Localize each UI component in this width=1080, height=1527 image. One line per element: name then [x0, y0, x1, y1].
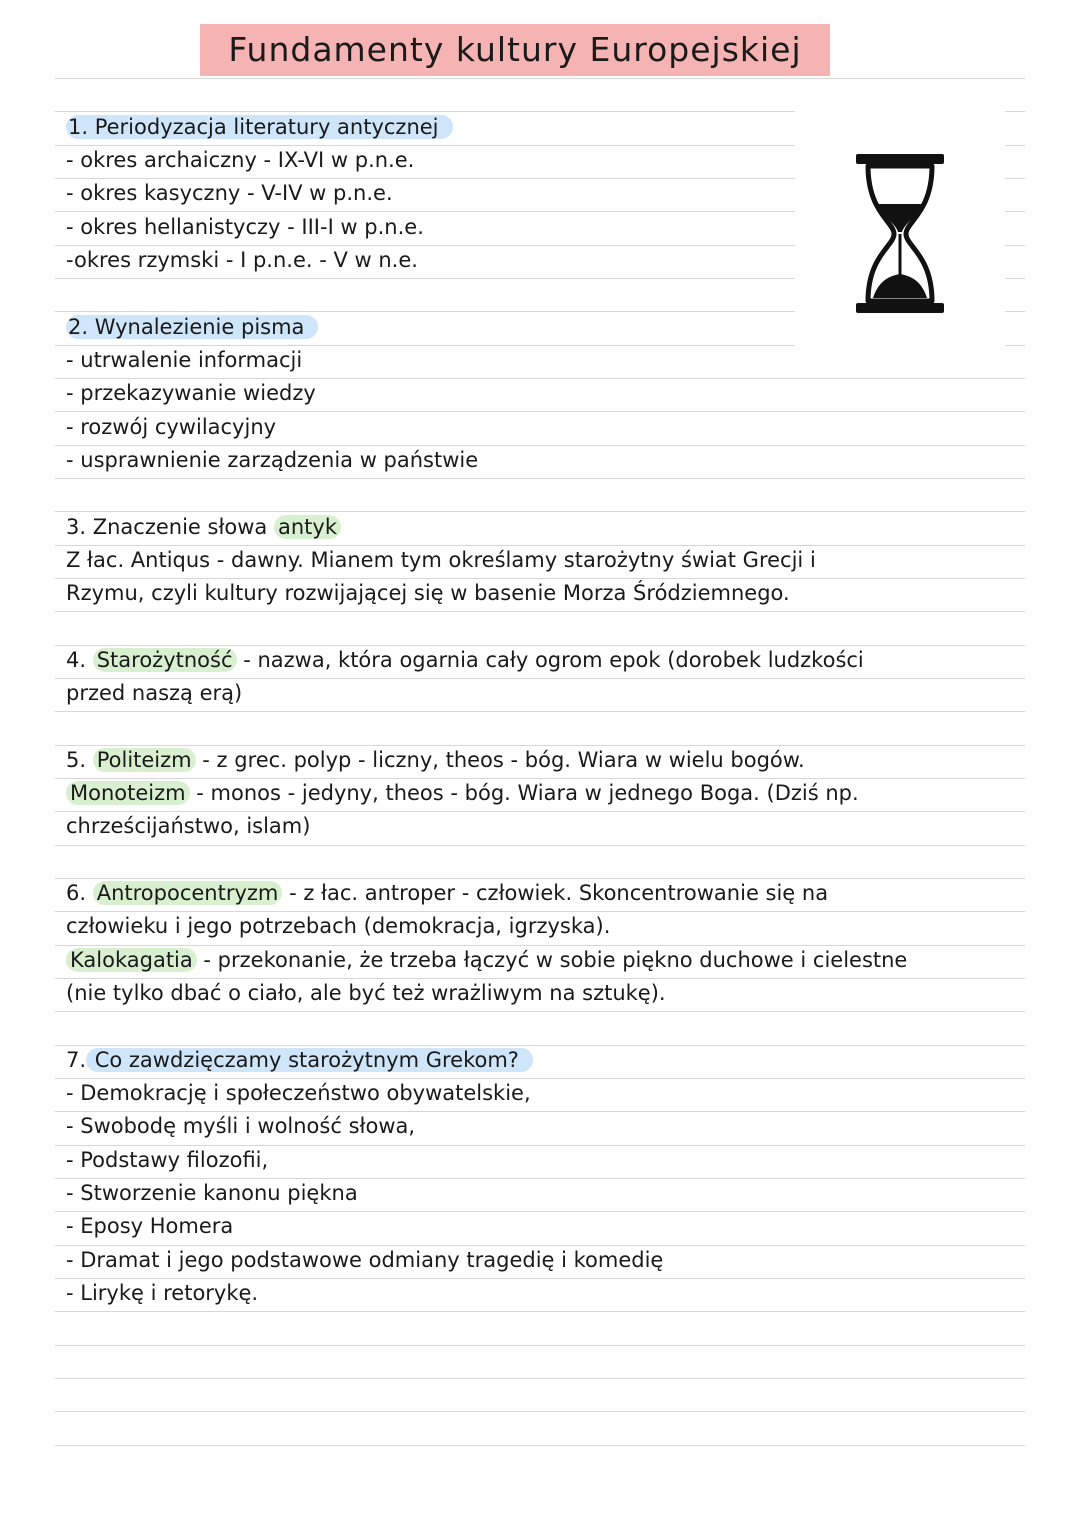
rule-line	[55, 711, 1025, 712]
paragraph-line: Monoteizm - monos - jedyny, theos - bóg. Wiara w jednego Boga. (Dziś np.	[66, 778, 859, 808]
paragraph-line: (nie tylko dbać o ciało, ale być też wrażliwym na sztukę).	[66, 981, 666, 1005]
term-highlight: Monoteizm	[66, 781, 190, 805]
list-item: - Podstawy filozofii,	[66, 1148, 269, 1172]
hourglass-icon	[850, 152, 950, 317]
rule-line	[1005, 111, 1025, 112]
rule-line	[55, 478, 1025, 479]
paragraph-line: chrześcijaństwo, islam)	[66, 814, 311, 838]
rule-line	[1005, 211, 1025, 212]
section-heading: 3. Znaczenie słowa antyk	[66, 512, 341, 542]
section-heading: 7. Co zawdzięczamy starożytnym Grekom?	[66, 1045, 533, 1075]
paragraph-line: 6. Antropocentryzm - z łac. antroper - człowiek. Skoncentrowanie się na	[66, 881, 829, 905]
paragraph-line: 5. Politeizm - z grec. polyp - liczny, theos - bóg. Wiara w wielu bogów.	[66, 748, 805, 772]
rule-line	[55, 845, 1025, 846]
list-item: - okres kasyczny - V-IV w p.n.e.	[66, 181, 393, 205]
rule-line	[1005, 245, 1025, 246]
rule-line	[1005, 278, 1025, 279]
rule-line	[1005, 145, 1025, 146]
section-heading: 2. Wynalezienie pisma	[66, 312, 318, 342]
paragraph-line: przed naszą erą)	[66, 681, 243, 705]
list-item: - Swobodę myśli i wolność słowa,	[66, 1114, 416, 1138]
paragraph-line: Kalokagatia - przekonanie, że trzeba łączyć w sobie piękno duchowe i cielestne	[66, 945, 907, 975]
rule-line	[1005, 345, 1025, 346]
rule-line	[55, 78, 1025, 79]
rule-line	[55, 1445, 1025, 1446]
rule-line	[55, 1411, 1025, 1412]
section-heading: 1. Periodyzacja literatury antycznej	[66, 112, 453, 142]
rule-line	[1005, 311, 1025, 312]
rule-line	[1005, 178, 1025, 179]
rule-line	[55, 611, 1025, 612]
rule-line	[55, 1378, 1025, 1379]
list-item: - Lirykę i retorykę.	[66, 1281, 259, 1305]
list-item: - usprawnienie zarządzenia w państwie	[66, 448, 479, 472]
rule-line	[55, 1011, 1025, 1012]
term-highlight: Politeizm	[93, 748, 196, 772]
page-title: Fundamenty kultury Europejskiej	[200, 24, 830, 76]
list-item: - Demokrację i społeczeństwo obywatelskie,	[66, 1081, 531, 1105]
list-item: - okres hellanistyczy - III-I w p.n.e.	[66, 215, 424, 239]
rule-line	[55, 278, 795, 279]
list-item: - rozwój cywilacyjny	[66, 415, 277, 439]
term-highlight: Antropocentryzm	[93, 881, 283, 905]
list-item: - Eposy Homera	[66, 1214, 234, 1238]
list-item: - Stworzenie kanonu piękna	[66, 1181, 358, 1205]
paragraph-line: 4. Starożytność - nazwa, która ogarnia cały ogrom epok (dorobek ludzkości	[66, 648, 864, 672]
paragraph-line: Z łac. Antiqus - dawny. Mianem tym określamy starożytny świat Grecji i	[66, 548, 816, 572]
list-item: - Dramat i jego podstawowe odmiany tragedię i komedię	[66, 1248, 664, 1272]
list-item: -okres rzymski - I p.n.e. - V w n.e.	[66, 248, 418, 272]
term-highlight: Kalokagatia	[66, 948, 197, 972]
paragraph-line: Rzymu, czyli kultury rozwijającej się w basenie Morza Śródziemnego.	[66, 581, 790, 605]
rule-line	[55, 1311, 1025, 1312]
list-item: - utrwalenie informacji	[66, 348, 303, 372]
list-item: - okres archaiczny - IX-VI w p.n.e.	[66, 148, 415, 172]
paragraph-line: człowieku i jego potrzebach (demokracja, igrzyska).	[66, 914, 611, 938]
list-item: - przekazywanie wiedzy	[66, 381, 316, 405]
term-highlight: Starożytność	[93, 648, 237, 672]
term-highlight: antyk	[274, 515, 341, 539]
rule-line	[55, 1345, 1025, 1346]
